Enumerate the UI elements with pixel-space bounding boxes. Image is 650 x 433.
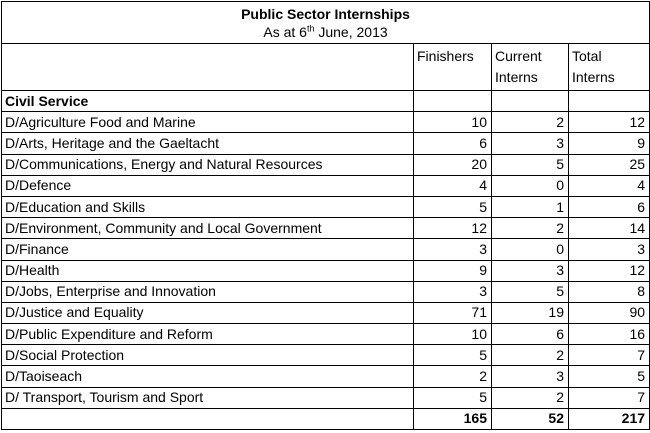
current-cell: 2 (492, 218, 569, 239)
total-cell: 7 (569, 345, 650, 366)
table-title: Public Sector Internships (241, 6, 410, 22)
total-cell: 3 (569, 239, 650, 260)
section-empty-3 (569, 91, 650, 112)
finishers-cell: 10 (414, 324, 492, 345)
total-cell: 25 (569, 154, 650, 175)
department-cell: D/Environment, Community and Local Government (2, 218, 414, 239)
department-cell: D/ Transport, Tourism and Sport (2, 387, 414, 408)
finishers-cell: 12 (414, 218, 492, 239)
section-row (2, 91, 650, 112)
table-row (2, 239, 650, 260)
total-cell: 12 (569, 112, 650, 133)
section-label: Civil Service (2, 91, 414, 112)
department-cell: D/Jobs, Enterprise and Innovation (2, 281, 414, 302)
table-row (2, 366, 650, 387)
rows-body (2, 112, 650, 409)
current-cell: 2 (492, 387, 569, 408)
finishers-cell: 3 (414, 281, 492, 302)
current-cell: 19 (492, 302, 569, 323)
current-cell: 6 (492, 324, 569, 345)
title-row (2, 2, 650, 44)
finishers-cell: 10 (414, 112, 492, 133)
table-row (2, 281, 650, 302)
section-empty-1 (414, 91, 492, 112)
total-cell: 6 (569, 196, 650, 217)
current-cell: 3 (492, 133, 569, 154)
subtitle-prefix: As at 6 (263, 24, 307, 40)
current-cell: 1 (492, 196, 569, 217)
table-row (2, 302, 650, 323)
department-cell: D/Communications, Energy and Natural Resources (2, 154, 414, 175)
current-cell: 0 (492, 175, 569, 196)
subtitle-superscript: th (306, 23, 315, 34)
header-row (2, 44, 650, 91)
current-cell: 5 (492, 154, 569, 175)
current-cell: 3 (492, 260, 569, 281)
table-row (2, 175, 650, 196)
total-cell: 90 (569, 302, 650, 323)
finishers-cell: 4 (414, 175, 492, 196)
finishers-cell: 5 (414, 196, 492, 217)
finishers-cell: 6 (414, 133, 492, 154)
finishers-cell: 5 (414, 387, 492, 408)
current-cell: 2 (492, 112, 569, 133)
current-cell: 5 (492, 281, 569, 302)
table-row (2, 133, 650, 154)
current-cell: 3 (492, 366, 569, 387)
header-blank (2, 44, 414, 91)
table-subtitle (2, 23, 649, 41)
total-cell: 12 (569, 260, 650, 281)
department-cell: D/Finance (2, 239, 414, 260)
department-cell: D/Arts, Heritage and the Gaeltacht (2, 133, 414, 154)
finishers-cell: 71 (414, 302, 492, 323)
finishers-cell: 5 (414, 345, 492, 366)
total-cell: 5 (569, 366, 650, 387)
total-finishers: 165 (414, 408, 492, 429)
finishers-cell: 2 (414, 366, 492, 387)
total-cell: 8 (569, 281, 650, 302)
title-cell (2, 2, 650, 44)
total-cell: 9 (569, 133, 650, 154)
total-current: 52 (492, 408, 569, 429)
table-row (2, 324, 650, 345)
total-cell: 16 (569, 324, 650, 345)
department-cell: D/Public Expenditure and Reform (2, 324, 414, 345)
section-empty-2 (492, 91, 569, 112)
total-cell: 7 (569, 387, 650, 408)
finishers-cell: 3 (414, 239, 492, 260)
table-row (2, 345, 650, 366)
totals-row (2, 408, 650, 429)
finishers-cell: 20 (414, 154, 492, 175)
totals-label (2, 408, 414, 429)
current-cell: 0 (492, 239, 569, 260)
table-row (2, 260, 650, 281)
finishers-cell: 9 (414, 260, 492, 281)
department-cell: D/Education and Skills (2, 196, 414, 217)
table-row (2, 154, 650, 175)
department-cell: D/Defence (2, 175, 414, 196)
department-cell: D/Health (2, 260, 414, 281)
column-header-current: Current Interns (492, 44, 569, 91)
table-row (2, 196, 650, 217)
column-header-total: Total Interns (569, 44, 650, 91)
internships-table (1, 1, 650, 430)
department-cell: D/Justice and Equality (2, 302, 414, 323)
current-cell: 2 (492, 345, 569, 366)
total-cell: 14 (569, 218, 650, 239)
subtitle-suffix: June, 2013 (314, 24, 388, 40)
table-row (2, 112, 650, 133)
total-cell: 4 (569, 175, 650, 196)
department-cell: D/Taoiseach (2, 366, 414, 387)
department-cell: D/Social Protection (2, 345, 414, 366)
department-cell: D/Agriculture Food and Marine (2, 112, 414, 133)
column-header-finishers: Finishers (414, 44, 492, 91)
table-row (2, 218, 650, 239)
table-row (2, 387, 650, 408)
total-total: 217 (569, 408, 650, 429)
